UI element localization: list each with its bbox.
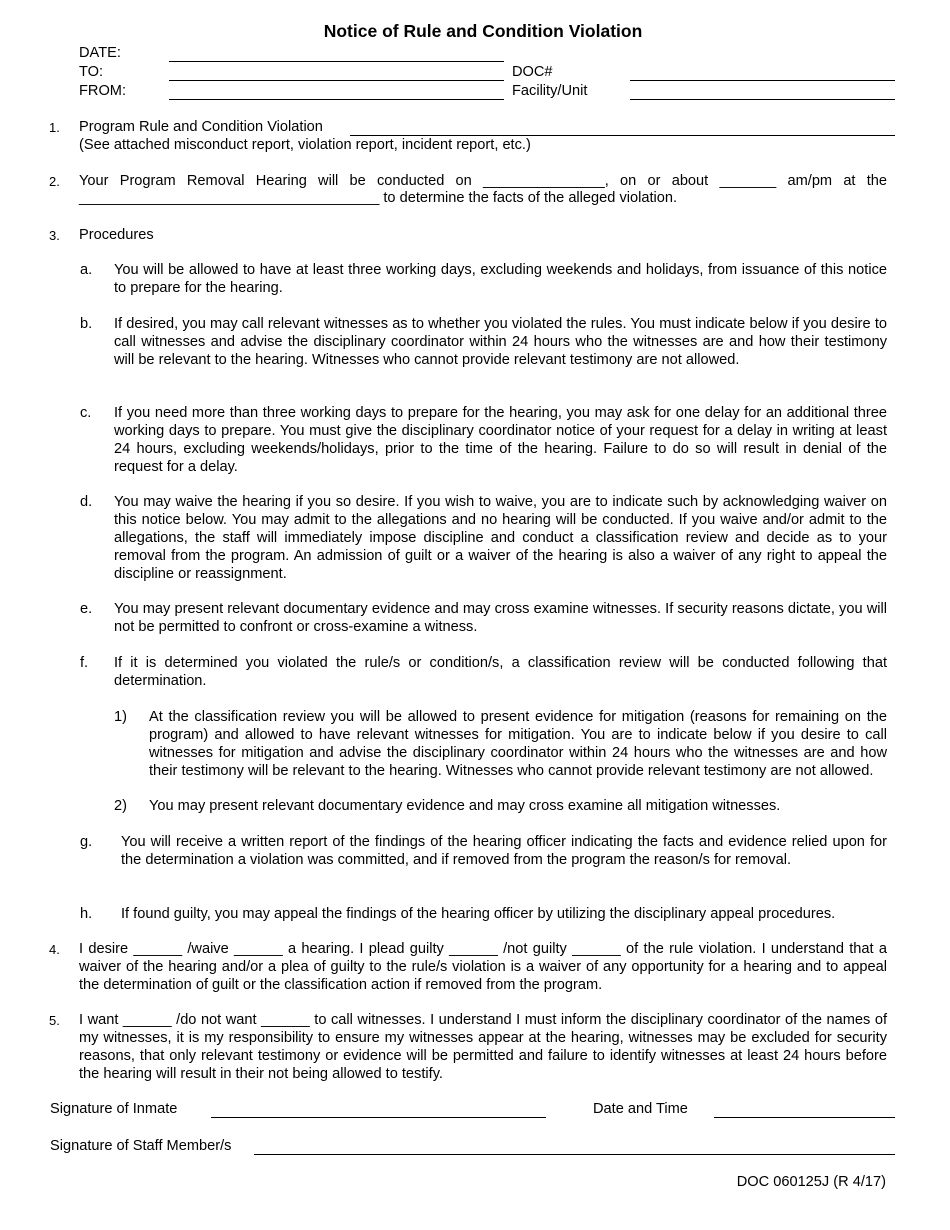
procedure-e-text: You may present relevant documentary evidence and may cross examine witnesses. If security reasons dictate, you will not be permitted to confront or cross-examine a witness.	[114, 601, 887, 635]
to-field[interactable]	[169, 80, 504, 81]
procedures-heading: Procedures	[79, 227, 154, 243]
procedure-f-text: If it is determined you violated the rule/s or condition/s, a classification review will be conducted following that determination.	[114, 655, 887, 689]
item-2-line-2: _____________________________________ to determine the facts of the alleged violation.	[79, 190, 678, 206]
item-2-line-1: Your Program Removal Hearing will be conducted on _______________, on or about _______ am/pm at the	[79, 173, 887, 189]
witness-request-text: I want ______ /do not want ______ to call witnesses. I understand I must inform the disciplinary coordinator of the names of my witnesses, it is my responsibility to ensure my witnesses appear at the hearing, witnesses may be excluded for security reasons, that only relevant testimony or evidence will be permitted and failure to identify witnesses at least 24 hours before the hearing will result in their not being allowed to testify.	[79, 1012, 887, 1082]
item-3-number: 3.	[49, 228, 60, 243]
date-field[interactable]	[169, 61, 504, 62]
procedure-b-letter: b.	[80, 316, 93, 332]
doc-number-field[interactable]	[630, 80, 895, 81]
date-time-field[interactable]	[714, 1117, 895, 1118]
staff-signature-label: Signature of Staff Member/s	[50, 1138, 232, 1154]
item-1-label: Program Rule and Condition Violation	[79, 119, 323, 135]
procedure-f-letter: f.	[80, 655, 89, 671]
facility-unit-field[interactable]	[630, 99, 895, 100]
staff-signature-field[interactable]	[254, 1154, 895, 1155]
procedure-h-text: If found guilty, you may appeal the findings of the hearing officer by utilizing the disciplinary appeal procedures.	[121, 906, 836, 922]
page-title: Notice of Rule and Condition Violation	[323, 21, 643, 41]
procedure-c-text: If you need more than three working days to prepare for the hearing, you may ask for one delay for an additional three working days to prepare. You must give the disciplinary coordinator notice of your request for a delay in writing at least 24 hours, excluding weekends/holidays, prior to the time of the hearing. Failure to do so will result in denial of the request for a delay.	[114, 405, 887, 475]
item-5-number: 5.	[49, 1013, 60, 1028]
inmate-signature-label: Signature of Inmate	[50, 1101, 178, 1117]
item-4-number: 4.	[49, 942, 60, 957]
procedure-f1-text: At the classification review you will be allowed to present evidence for mitigation (reasons for remaining on the program) and allowed to have relevant witnesses for mitigation. You are to indicate below if you desire to call witnesses for mitigation and advise the disciplinary coordinator within 24 hours who the witnesses are and how their testimony will be relevant to the hearing. Witnesses who cannot provide relevant testimony are not allowed.	[149, 709, 887, 779]
doc-number-label: DOC#	[512, 64, 553, 80]
date-time-label: Date and Time	[593, 1101, 688, 1117]
facility-unit-label: Facility/Unit	[512, 83, 588, 99]
procedure-d-letter: d.	[80, 494, 93, 510]
procedure-g-letter: g.	[80, 834, 93, 850]
item-2-number: 2.	[49, 174, 60, 189]
hearing-plea-text: I desire ______ /waive ______ a hearing. I plead guilty ______ /not guilty ______ of the rule violation. I understand that a waiver of the hearing and/or a plea of guilty to the rule/s violation is a waiver of any opportunity for a hearing and to appeal the determination of guilt or the classification action if removed from the program.	[79, 941, 887, 993]
procedure-d-text: You may waive the hearing if you so desire. If you wish to waive, you are to indicate such by acknowledging waiver on this notice below. You may admit to the allegations and no hearing will be conducted. If you waive and/or admit to the allegations, the staff will immediately impose discipline and conduct a classification review and decide as to your removal from the program. An admission of guilt or a waiver of the hearing is also a waiver of any right to appeal the discipline or reassignment.	[114, 494, 887, 582]
item-1-note: (See attached misconduct report, violation report, incident report, etc.)	[79, 137, 531, 153]
procedure-h-letter: h.	[80, 906, 93, 922]
to-label: TO:	[79, 64, 104, 80]
procedure-a-text: You will be allowed to have at least three working days, excluding weekends and holidays, from issuance of this notice to prepare for the hearing.	[114, 262, 887, 296]
procedure-f2-number: 2)	[114, 798, 127, 814]
procedure-b-text: If desired, you may call relevant witnesses as to whether you violated the rules. You must indicate below if you desire to call witnesses and advise the disciplinary coordinator within 24 hours who the witnesses are and how their testimony will be relevant to the hearing. Witnesses who cannot provide relevant testimony are not allowed.	[114, 316, 887, 368]
procedure-f2-text: You may present relevant documentary evidence and may cross examine all mitigation witnesses.	[149, 798, 781, 814]
procedure-f1-number: 1)	[114, 709, 127, 725]
form-number: DOC 060125J (R 4/17)	[736, 1174, 886, 1190]
from-field[interactable]	[169, 99, 504, 100]
procedure-a-letter: a.	[80, 262, 93, 278]
procedure-c-letter: c.	[80, 405, 92, 421]
date-label: DATE:	[79, 45, 121, 61]
procedure-g-text: You will receive a written report of the findings of the hearing officer indicating the facts and evidence relied upon for the determination a violation was committed, and if removed from the program the reason/s for removal.	[121, 834, 887, 868]
procedure-e-letter: e.	[80, 601, 93, 617]
inmate-signature-field[interactable]	[211, 1117, 546, 1118]
from-label: FROM:	[79, 83, 127, 99]
item-1-number: 1.	[49, 120, 60, 135]
